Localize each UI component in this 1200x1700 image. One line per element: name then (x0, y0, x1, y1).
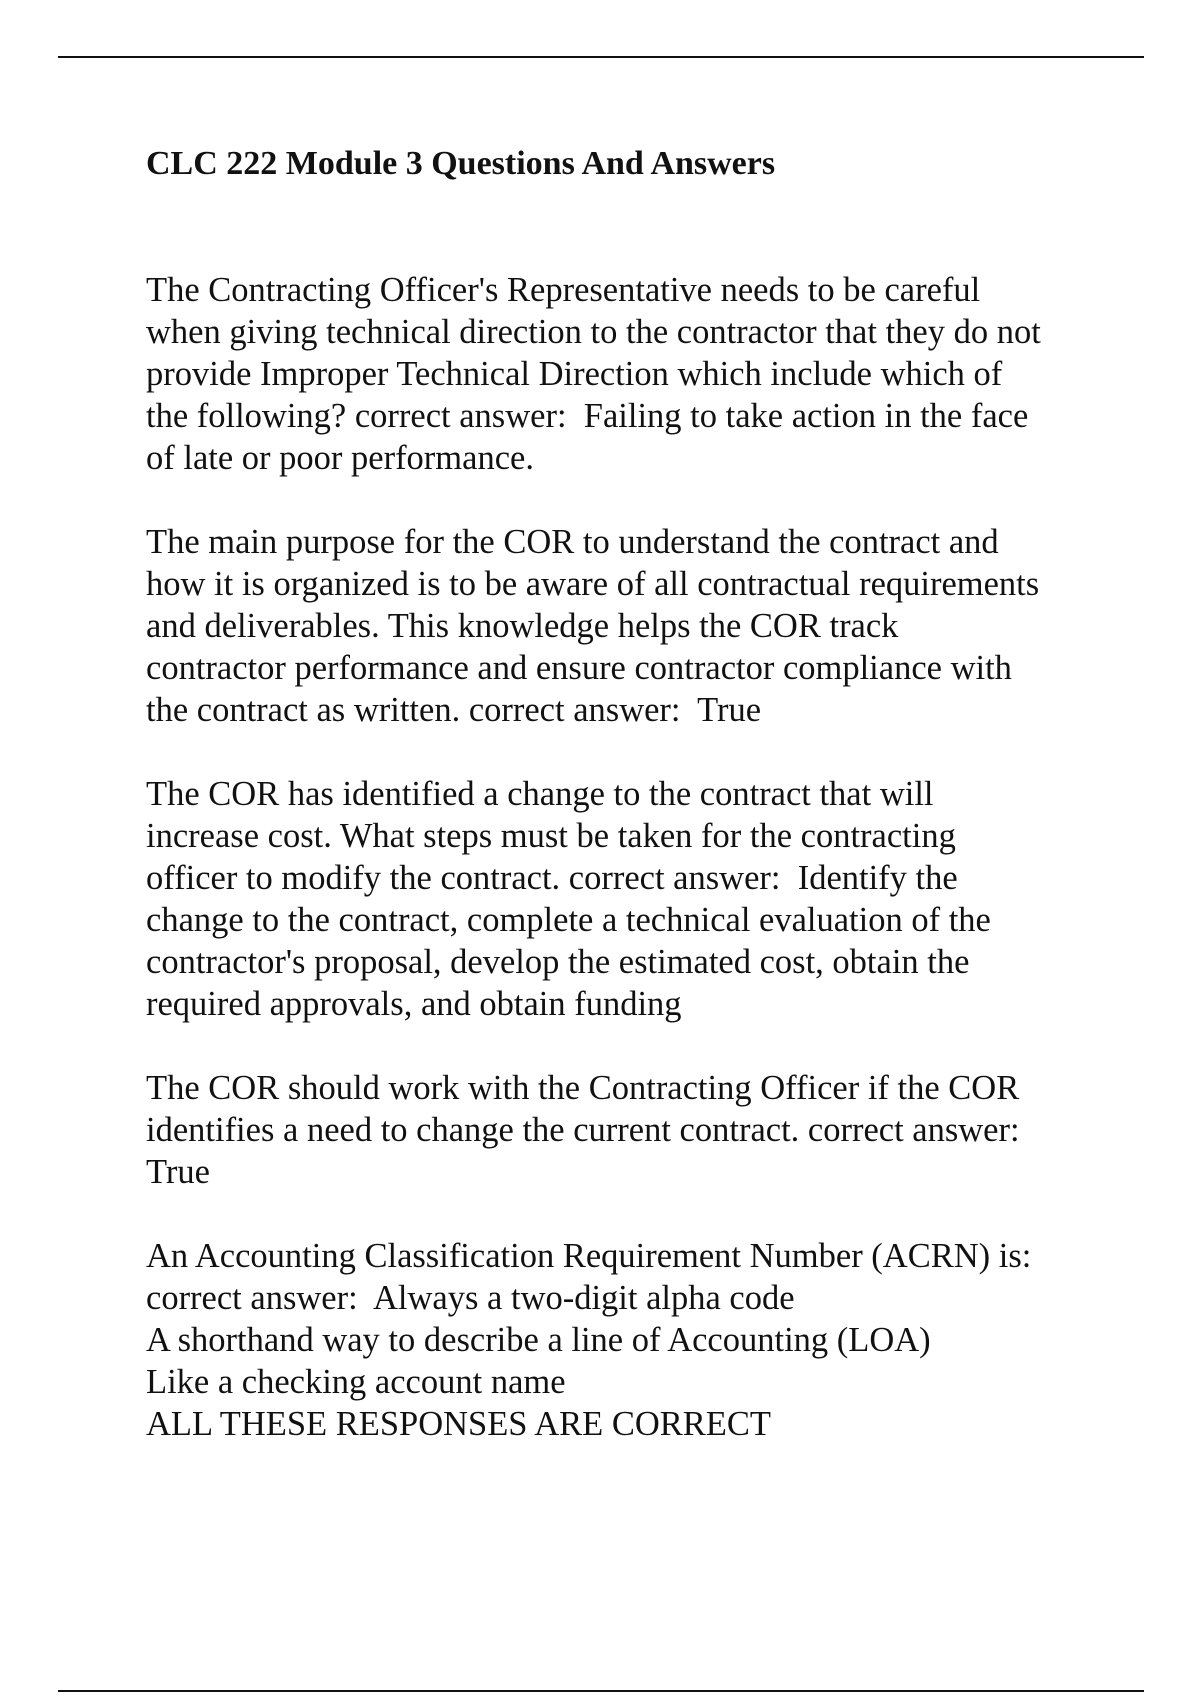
qa-line: the contract as written. correct answer: True (146, 691, 762, 729)
qa-item (146, 521, 1116, 731)
qa-line: how it is organized is to be aware of all contractual requirements (146, 565, 1040, 603)
qa-line: The COR should work with the Contracting Officer if the COR (146, 1069, 1020, 1107)
document-title: CLC 222 Module 3 Questions And Answers (146, 145, 776, 182)
qa-line: The COR has identified a change to the contract that will (146, 775, 934, 813)
header-rule (58, 56, 1144, 58)
qa-line: Like a checking account name (146, 1363, 566, 1401)
qa-line: of late or poor performance. (146, 439, 534, 477)
qa-line: change to the contract, complete a technical evaluation of the (146, 901, 991, 939)
qa-line: and deliverables. This knowledge helps the COR track (146, 607, 899, 645)
qa-line: contractor performance and ensure contractor compliance with (146, 649, 1012, 687)
qa-line: ALL THESE RESPONSES ARE CORRECT (146, 1405, 771, 1443)
qa-line: True (146, 1153, 210, 1191)
qa-line: required approvals, and obtain funding (146, 985, 682, 1023)
qa-item (146, 773, 1116, 1025)
qa-line: officer to modify the contract. correct answer: Identify the (146, 859, 958, 897)
qa-line: contractor's proposal, develop the estimated cost, obtain the (146, 943, 970, 981)
qa-line: A shorthand way to describe a line of Accounting (LOA) (146, 1321, 931, 1359)
qa-line: An Accounting Classification Requirement Number (ACRN) is: (146, 1237, 1032, 1275)
qa-line: correct answer: Always a two-digit alpha code (146, 1279, 795, 1317)
qa-line: The Contracting Officer's Representative needs to be careful (146, 271, 981, 309)
qa-item (146, 1235, 1116, 1445)
qa-line: when giving technical direction to the contractor that they do not (146, 313, 1041, 351)
qa-item (146, 1067, 1116, 1193)
document-body (146, 142, 1116, 1487)
qa-line: increase cost. What steps must be taken for the contracting (146, 817, 956, 855)
qa-line: the following? correct answer: Failing to take action in the face (146, 397, 1029, 435)
qa-list (146, 269, 1116, 1445)
qa-line: provide Improper Technical Direction which include which of (146, 355, 1003, 393)
qa-line: The main purpose for the COR to understand the contract and (146, 523, 999, 561)
qa-item (146, 269, 1116, 479)
qa-line: identifies a need to change the current contract. correct answer: (146, 1111, 1020, 1149)
footer-rule (58, 1690, 1144, 1692)
